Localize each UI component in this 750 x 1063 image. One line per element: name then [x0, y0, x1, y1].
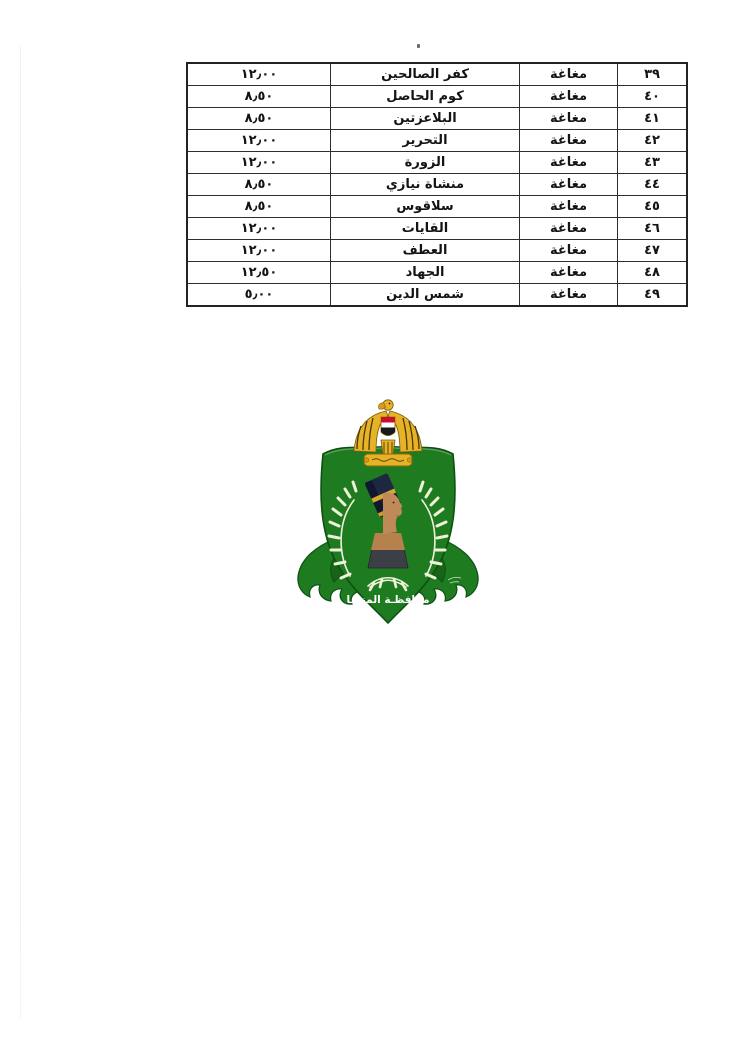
table-row	[187, 63, 687, 86]
table-row	[187, 284, 687, 307]
cell-amount: ٨٫٥٠	[187, 108, 331, 130]
cell-serial: ٤٢	[618, 130, 688, 152]
cell-village: التحرير	[331, 130, 520, 152]
cell-district: مغاغة	[520, 196, 618, 218]
cell-district: مغاغة	[520, 262, 618, 284]
cell-district: مغاغة	[520, 284, 618, 307]
cell-district: مغاغة	[520, 108, 618, 130]
eagle-plaque	[364, 454, 412, 466]
cell-amount: ١٢٫٠٠	[187, 240, 331, 262]
cell-serial: ٣٩	[618, 63, 688, 86]
cell-amount: ٥٫٠٠	[187, 284, 331, 307]
cell-serial: ٤٩	[618, 284, 688, 307]
cell-district: مغاغة	[520, 218, 618, 240]
flag-shield	[381, 417, 395, 436]
cell-serial: ٤٧	[618, 240, 688, 262]
egypt-eagle-icon	[354, 400, 422, 466]
table-row	[187, 174, 687, 196]
scan-speck	[417, 44, 420, 48]
table-row	[187, 86, 687, 108]
table-row	[187, 240, 687, 262]
cell-village: القايات	[331, 218, 520, 240]
scan-edge-shadow	[20, 45, 21, 1020]
cell-amount: ١٢٫٠٠	[187, 152, 331, 174]
cell-village: منشاة نيازي	[331, 174, 520, 196]
cell-serial: ٤١	[618, 108, 688, 130]
table-row	[187, 262, 687, 284]
cell-amount: ١٢٫٠٠	[187, 63, 331, 86]
cell-district: مغاغة	[520, 63, 618, 86]
cell-serial: ٤٨	[618, 262, 688, 284]
cell-village: العطف	[331, 240, 520, 262]
cell-village: كفر الصالحين	[331, 63, 520, 86]
cell-amount: ٨٫٥٠	[187, 86, 331, 108]
cell-serial: ٤٥	[618, 196, 688, 218]
cell-amount: ١٢٫٠٠	[187, 218, 331, 240]
table-row	[187, 152, 687, 174]
cell-serial: ٤٣	[618, 152, 688, 174]
table-row	[187, 108, 687, 130]
cell-village: سلاقوس	[331, 196, 520, 218]
cell-village: الجهاد	[331, 262, 520, 284]
cell-serial: ٤٠	[618, 86, 688, 108]
cell-amount: ٨٫٥٠	[187, 196, 331, 218]
cell-district: مغاغة	[520, 174, 618, 196]
cell-district: مغاغة	[520, 240, 618, 262]
cell-amount: ٨٫٥٠	[187, 174, 331, 196]
minya-governorate-emblem	[288, 390, 488, 630]
cell-village: شمس الدين	[331, 284, 520, 307]
cell-village: البلاعزتين	[331, 108, 520, 130]
emblem-caption: محافظـة المنيــا	[346, 594, 430, 606]
village-rates-table	[186, 62, 688, 307]
cell-village: الزورة	[331, 152, 520, 174]
table-row	[187, 130, 687, 152]
cell-amount: ١٢٫٥٠	[187, 262, 331, 284]
cell-district: مغاغة	[520, 130, 618, 152]
table-row	[187, 218, 687, 240]
cell-amount: ١٢٫٠٠	[187, 130, 331, 152]
cell-district: مغاغة	[520, 86, 618, 108]
cell-serial: ٤٦	[618, 218, 688, 240]
cell-district: مغاغة	[520, 152, 618, 174]
table-row	[187, 196, 687, 218]
cell-village: كوم الحاصل	[331, 86, 520, 108]
cell-serial: ٤٤	[618, 174, 688, 196]
